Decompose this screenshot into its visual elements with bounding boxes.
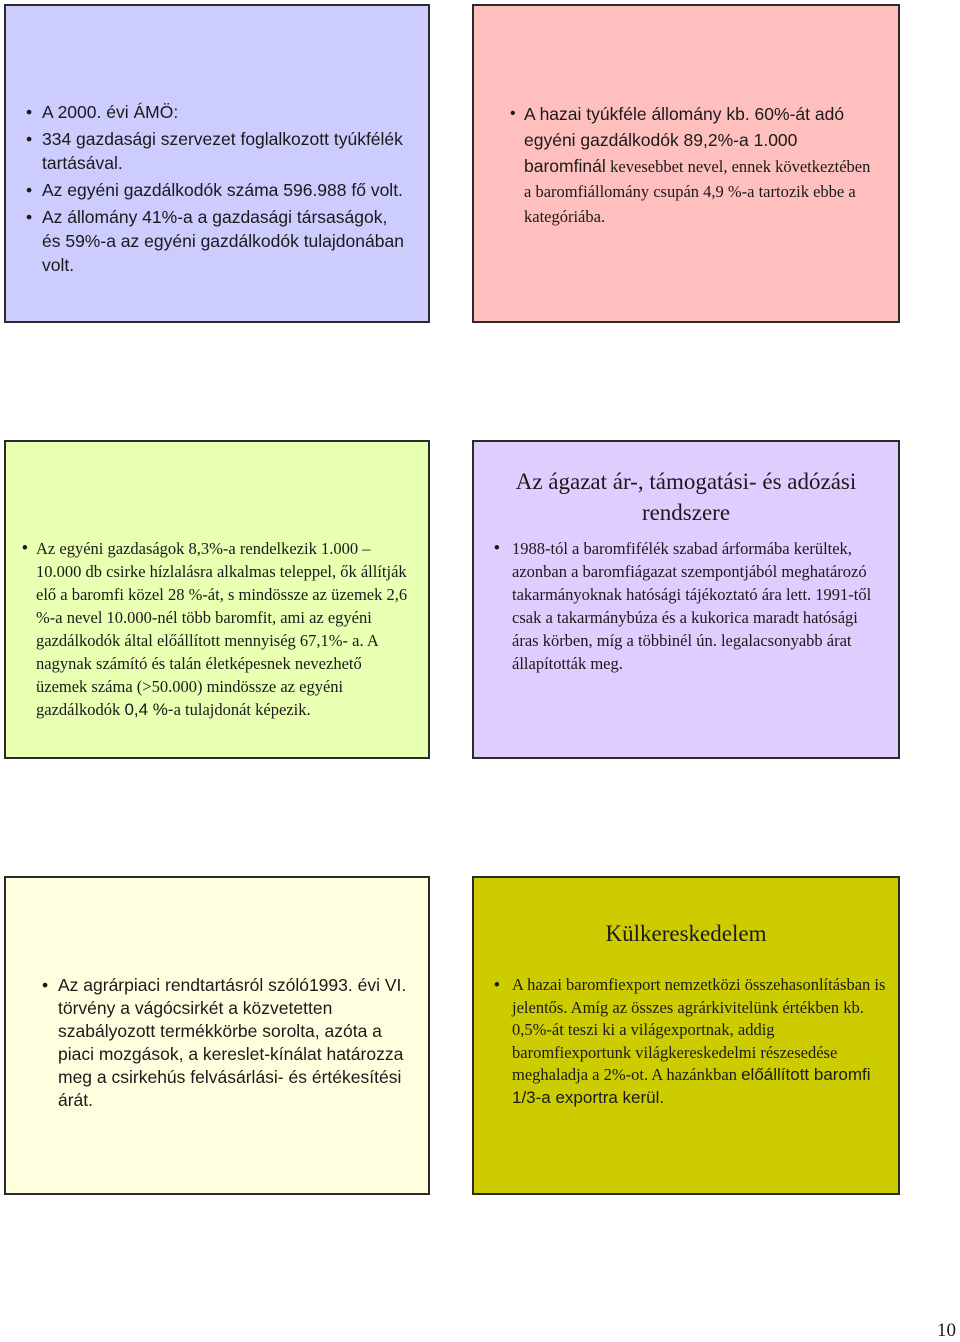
list-item xyxy=(20,127,410,175)
bullet-icon: • xyxy=(26,180,33,200)
list-item xyxy=(504,102,874,230)
bullet-icon: • xyxy=(42,975,49,995)
list-item-text: 334 gazdasági szervezet foglalkozott tyúkfélék tartásával. xyxy=(42,129,403,173)
list-item-text: Az agrárpiaci rendtartásról szóló1993. évi VI. törvény a vágócsirkét a közvetetten szabályozott termékkörbe sorolta, azóta a piaci mozgások, a kereslet-kínálat határozza meg a csirkehús felvásárlási- és értékesítési árát. xyxy=(58,975,407,1110)
list-item-text: 1988-tól a baromfifélék szabad árformába kerültek, azonban a baromfiágazat szempontjából meghatározó takarmányoknak hatósági tájékoztató ára lett. 1991-től csak a takarmánybúza és a kukorica maradt hatósági áras körben, míg a többinél ún. legalacsonyabb árat állapították meg. xyxy=(512,539,872,673)
list-item xyxy=(20,178,410,202)
list-item-text: kevesebbet nevel, ennek következtében a baromfiállomány csupán 4,9 %-a tartozik ebbe a kategóriába. xyxy=(524,157,871,226)
slide-6-foreign-trade xyxy=(472,876,900,1195)
list-item-text: A 2000. évi ÁMÖ: xyxy=(42,102,179,122)
list-item xyxy=(20,205,410,277)
list-item-text: előállított baromfi 1/3-a exportra kerül. xyxy=(512,1065,871,1107)
bullet-icon: • xyxy=(26,129,33,149)
highlight-value: 0,4 %- xyxy=(124,700,174,719)
bullet-list xyxy=(36,974,416,1112)
bullet-icon: • xyxy=(510,105,516,122)
bullet-list xyxy=(20,100,410,280)
list-item-text: a tulajdonát képezik. xyxy=(173,700,311,719)
bullet-list xyxy=(488,537,888,675)
list-item xyxy=(488,537,888,675)
bullet-list xyxy=(488,974,888,1109)
bullet-list xyxy=(504,102,874,230)
list-item xyxy=(20,100,410,124)
list-item-text: A hazai tyúkféle állomány kb. 60%-át adó egyéni gazdálkodók 89,2%-a 1.000 baromfinál xyxy=(524,104,845,176)
list-item xyxy=(488,974,888,1109)
slide-2-household-stock xyxy=(472,4,900,323)
bullet-list xyxy=(16,537,416,721)
slide-1-census xyxy=(4,4,430,323)
list-item-text: Az állomány 41%-a a gazdasági társaságok, és 59%-a az egyéni gazdálkodók tulajdonában volt. xyxy=(42,207,404,275)
slide-4-pricing-system xyxy=(472,440,900,759)
list-item-text: A hazai baromfiexport nemzetközi összehasonlításban is jelentős. Amíg az összes agrárkivitelünk értékben kb. 0,5%-át teszi ki a világexportnak, addig baromfiexportunk világkereskedelmi részesedése meghaladja a 2%-ot. A hazánkban xyxy=(512,975,886,1084)
list-item xyxy=(16,537,416,721)
slide-title: Külkereskedelem xyxy=(605,921,767,946)
slide-3-farm-sizes xyxy=(4,440,430,759)
bullet-icon: • xyxy=(26,102,33,122)
bullet-icon: • xyxy=(494,976,500,994)
slide-title: Az ágazat ár-, támogatási- és adózási rendszere xyxy=(515,469,857,525)
page-number: 10 xyxy=(937,1320,956,1341)
list-item-text: Az egyéni gazdaságok 8,3%-a rendelkezik 1.000 – 10.000 db csirke hízlalásra alkalmas teleppel, ők állítják elő a baromfi közel 28 %-át, s mindössze az üzemek 2,6 %-a nevel 10.000-nél több baromfit, ami az egyéni gazdálkodók által előállított mennyiség 67,1%- a. A nagynak számító és talán életképesnek nevezhető üzemek száma (>50.000) mindössze az egyéni gazdálkodók xyxy=(36,539,408,719)
bullet-icon: • xyxy=(26,207,33,227)
bullet-icon: • xyxy=(494,539,500,557)
bullet-icon: • xyxy=(22,539,28,557)
slide-5-market-regulation xyxy=(4,876,430,1195)
list-item-text: Az egyéni gazdálkodók száma 596.988 fő volt. xyxy=(42,180,403,200)
list-item xyxy=(36,974,416,1112)
